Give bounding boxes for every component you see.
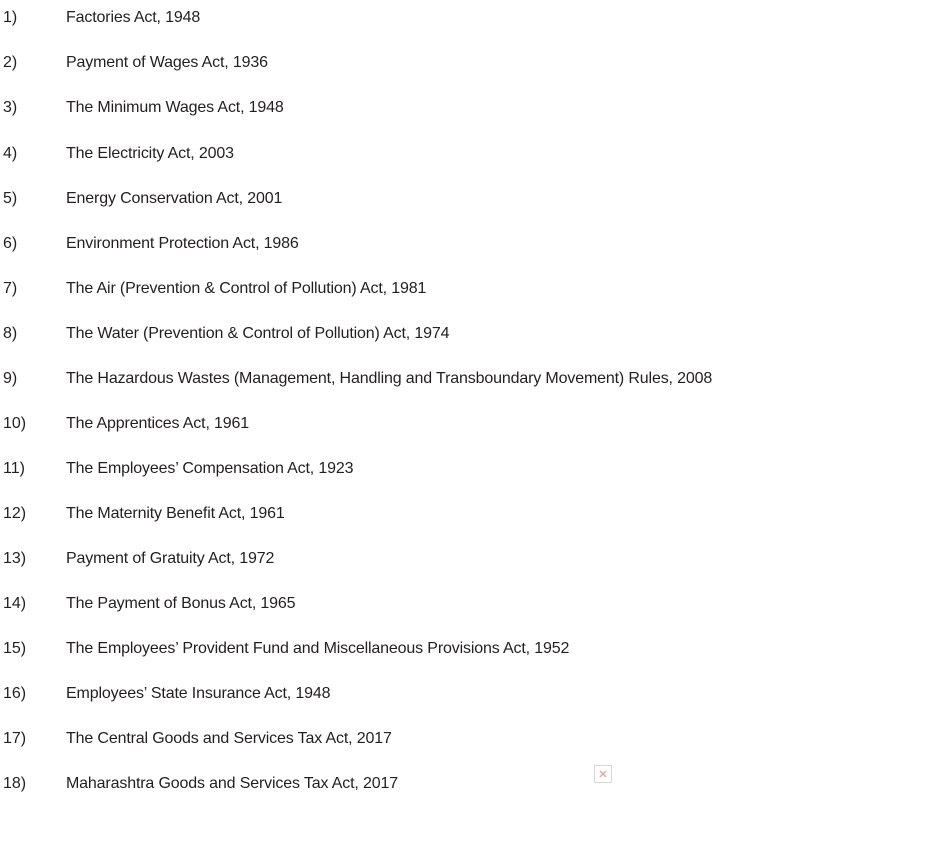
list-item (0, 639, 928, 659)
item-title: The Hazardous Wastes (Management, Handling and Transboundary Movement) Rules, 2008 (66, 370, 713, 387)
list-item (0, 98, 928, 118)
item-title: Energy Conservation Act, 2001 (66, 190, 283, 207)
close-x-glyph (599, 770, 607, 778)
list-item (0, 53, 928, 73)
item-number: 16) (3, 685, 27, 702)
item-title: The Air (Prevention & Control of Pollution) Act, 1981 (66, 280, 427, 297)
list-item (0, 279, 928, 299)
item-number: 5) (3, 190, 18, 207)
item-number: 15) (3, 640, 27, 657)
item-title: Payment of Gratuity Act, 1972 (66, 550, 275, 567)
item-number: 13) (3, 550, 27, 567)
list-item (0, 594, 928, 614)
item-number: 14) (3, 595, 27, 612)
item-title: The Electricity Act, 2003 (66, 145, 234, 162)
item-title: Factories Act, 1948 (66, 9, 201, 26)
item-title: Environment Protection Act, 1986 (66, 235, 299, 252)
item-number: 3) (3, 99, 18, 116)
item-number: 8) (3, 325, 18, 342)
list-item (0, 774, 928, 794)
list-item (0, 8, 928, 28)
item-title: The Payment of Bonus Act, 1965 (66, 595, 296, 612)
item-number: 6) (3, 235, 18, 252)
item-number: 10) (3, 415, 27, 432)
item-number: 12) (3, 505, 27, 522)
broken-image-icon (594, 765, 612, 783)
item-number: 2) (3, 54, 18, 71)
item-number: 11) (3, 460, 25, 477)
list-item (0, 189, 928, 209)
item-number: 18) (3, 775, 27, 792)
item-title: The Apprentices Act, 1961 (66, 415, 250, 432)
list-item (0, 504, 928, 524)
list-item (0, 684, 928, 704)
list-item (0, 459, 928, 479)
item-number: 9) (3, 370, 18, 387)
item-title: The Minimum Wages Act, 1948 (66, 99, 284, 116)
item-number: 7) (3, 280, 18, 297)
list-item (0, 324, 928, 344)
item-title: The Central Goods and Services Tax Act, 2017 (66, 730, 392, 747)
item-number: 1) (3, 9, 18, 26)
item-number: 17) (3, 730, 27, 747)
item-title: Payment of Wages Act, 1936 (66, 54, 268, 71)
list-item (0, 729, 928, 749)
list-item (0, 549, 928, 569)
item-title: The Maternity Benefit Act, 1961 (66, 505, 285, 522)
item-title: The Water (Prevention & Control of Pollution) Act, 1974 (66, 325, 450, 342)
item-title: The Employees’ Compensation Act, 1923 (66, 460, 354, 477)
list-item (0, 369, 928, 389)
list-item (0, 234, 928, 254)
list-item (0, 414, 928, 434)
item-title: Employees’ State Insurance Act, 1948 (66, 685, 331, 702)
item-title: The Employees’ Provident Fund and Miscellaneous Provisions Act, 1952 (66, 640, 570, 657)
item-number: 4) (3, 145, 18, 162)
list-item (0, 144, 928, 164)
item-title: Maharashtra Goods and Services Tax Act, 2017 (66, 775, 398, 792)
